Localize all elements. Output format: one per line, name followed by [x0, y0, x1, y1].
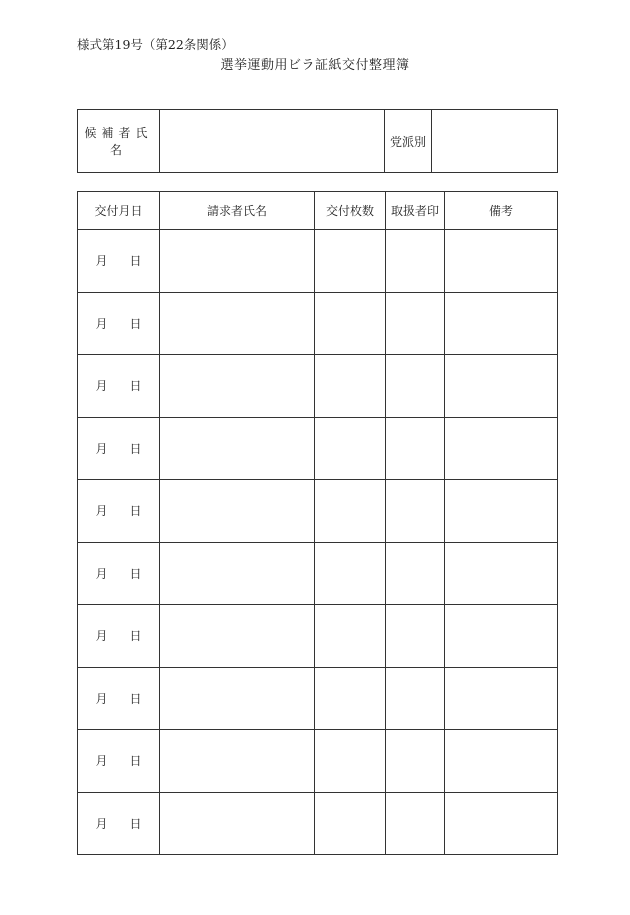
- candidate-name-field[interactable]: [160, 110, 385, 173]
- issue-date-cell[interactable]: [78, 230, 160, 293]
- issued-count-cell[interactable]: [315, 792, 386, 855]
- requester-name-cell[interactable]: [160, 605, 315, 668]
- form-number: 様式第19号（第22条関係）: [77, 37, 234, 52]
- table-row: [78, 230, 558, 293]
- issue-date-cell[interactable]: [78, 417, 160, 480]
- issue-date-cell[interactable]: [78, 667, 160, 730]
- month-label: 月: [95, 504, 108, 519]
- day-label: 日: [129, 316, 142, 331]
- issued-count-cell[interactable]: [315, 480, 386, 543]
- issued-count-cell[interactable]: [315, 605, 386, 668]
- table-row: [78, 292, 558, 355]
- day-label: 日: [129, 816, 142, 831]
- requester-name-cell[interactable]: [160, 730, 315, 793]
- table-row: [78, 792, 558, 855]
- table-row: [78, 667, 558, 730]
- remarks-cell[interactable]: [445, 230, 558, 293]
- table-row: [78, 417, 558, 480]
- month-label: 月: [95, 316, 108, 331]
- party-label: 党派別: [385, 110, 432, 173]
- header-handler-seal: 取扱者印: [386, 192, 445, 230]
- requester-name-cell[interactable]: [160, 480, 315, 543]
- day-label: 日: [129, 629, 142, 644]
- requester-name-cell[interactable]: [160, 292, 315, 355]
- month-label: 月: [95, 441, 108, 456]
- month-label: 月: [95, 379, 108, 394]
- handler-seal-cell[interactable]: [386, 292, 445, 355]
- requester-name-cell[interactable]: [160, 230, 315, 293]
- issue-date-cell[interactable]: [78, 792, 160, 855]
- header-remarks: 備考: [445, 192, 558, 230]
- document-title: 選挙運動用ビラ証紙交付整理簿: [220, 58, 410, 73]
- month-label: 月: [95, 566, 108, 581]
- day-label: 日: [129, 504, 142, 519]
- requester-name-cell[interactable]: [160, 355, 315, 418]
- table-row: [78, 730, 558, 793]
- handler-seal-cell[interactable]: [386, 542, 445, 605]
- day-label: 日: [129, 691, 142, 706]
- month-label: 月: [95, 691, 108, 706]
- party-field[interactable]: [432, 110, 558, 173]
- issued-count-cell[interactable]: [315, 417, 386, 480]
- day-label: 日: [129, 379, 142, 394]
- requester-name-cell[interactable]: [160, 542, 315, 605]
- table-row: [78, 480, 558, 543]
- issue-date-cell[interactable]: [78, 480, 160, 543]
- issued-count-cell[interactable]: [315, 292, 386, 355]
- header-issue-date: 交付月日: [78, 192, 160, 230]
- month-label: 月: [95, 754, 108, 769]
- remarks-cell[interactable]: [445, 292, 558, 355]
- handler-seal-cell[interactable]: [386, 230, 445, 293]
- handler-seal-cell[interactable]: [386, 792, 445, 855]
- remarks-cell[interactable]: [445, 605, 558, 668]
- remarks-cell[interactable]: [445, 542, 558, 605]
- issue-date-cell[interactable]: [78, 355, 160, 418]
- remarks-cell[interactable]: [445, 792, 558, 855]
- issue-date-cell[interactable]: [78, 542, 160, 605]
- issued-count-cell[interactable]: [315, 355, 386, 418]
- issued-count-cell[interactable]: [315, 730, 386, 793]
- handler-seal-cell[interactable]: [386, 730, 445, 793]
- remarks-cell[interactable]: [445, 417, 558, 480]
- remarks-cell[interactable]: [445, 355, 558, 418]
- handler-seal-cell[interactable]: [386, 417, 445, 480]
- day-label: 日: [129, 754, 142, 769]
- table-row: [78, 605, 558, 668]
- month-label: 月: [95, 816, 108, 831]
- handler-seal-cell[interactable]: [386, 355, 445, 418]
- handler-seal-cell[interactable]: [386, 480, 445, 543]
- remarks-cell[interactable]: [445, 667, 558, 730]
- day-label: 日: [129, 441, 142, 456]
- issued-count-cell[interactable]: [315, 667, 386, 730]
- requester-name-cell[interactable]: [160, 667, 315, 730]
- requester-name-cell[interactable]: [160, 417, 315, 480]
- issuance-table: [77, 191, 558, 855]
- handler-seal-cell[interactable]: [386, 667, 445, 730]
- table-header-row: [78, 192, 558, 230]
- issued-count-cell[interactable]: [315, 230, 386, 293]
- month-label: 月: [95, 629, 108, 644]
- header-issued-count: 交付枚数: [315, 192, 386, 230]
- issue-date-cell[interactable]: [78, 730, 160, 793]
- handler-seal-cell[interactable]: [386, 605, 445, 668]
- table-row: [78, 355, 558, 418]
- candidate-name-label: 候補者氏名: [78, 110, 160, 173]
- issue-date-cell[interactable]: [78, 292, 160, 355]
- month-label: 月: [95, 254, 108, 269]
- day-label: 日: [129, 254, 142, 269]
- candidate-table: [77, 109, 558, 173]
- requester-name-cell[interactable]: [160, 792, 315, 855]
- table-row: [78, 542, 558, 605]
- remarks-cell[interactable]: [445, 730, 558, 793]
- remarks-cell[interactable]: [445, 480, 558, 543]
- day-label: 日: [129, 566, 142, 581]
- issue-date-cell[interactable]: [78, 605, 160, 668]
- header-requester-name: 請求者氏名: [160, 192, 315, 230]
- issued-count-cell[interactable]: [315, 542, 386, 605]
